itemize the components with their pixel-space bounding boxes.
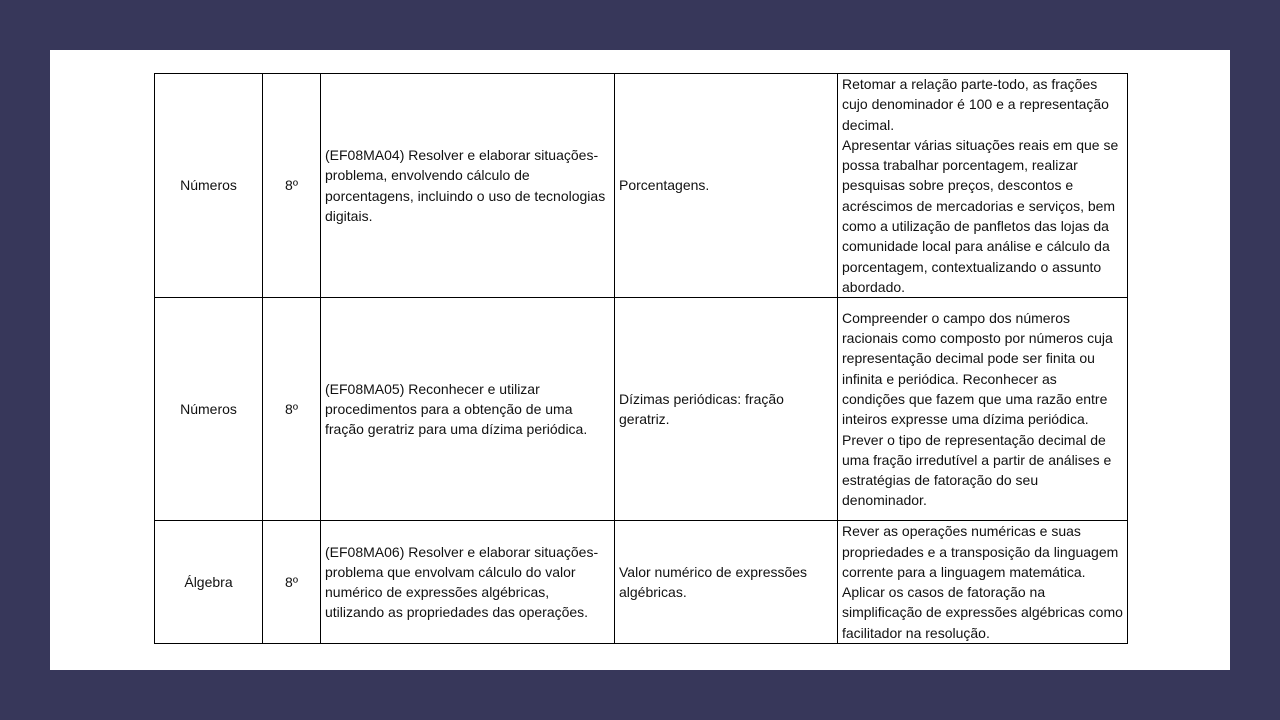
guidance-cell [838, 74, 1128, 298]
thematic-unit-cell: Números [155, 74, 263, 298]
table-row [155, 298, 1128, 521]
knowledge-object-cell: Porcentagens. [615, 74, 838, 298]
grade-cell: 8º [263, 74, 321, 298]
slide [50, 50, 1230, 670]
skill-cell: (EF08MA05) Reconhecer e utilizar procedimentos para a obtenção de uma fração geratriz para uma dízima periódica. [321, 298, 615, 521]
guidance-paragraph: Retomar a relação parte-todo, as frações cujo denominador é 100 e a representação decimal. [842, 76, 1109, 133]
thematic-unit-cell: Álgebra [155, 521, 263, 644]
knowledge-object-cell: Valor numérico de expressões algébricas. [615, 521, 838, 644]
curriculum-table [154, 73, 1128, 644]
grade-cell: 8º [263, 298, 321, 521]
guidance-paragraph: Rever as operações numéricas e suas propriedades e a transposição da linguagem corrente para a linguagem matemática. Aplicar os casos de fatoração na simplificação de expressões algébricas como facilitador na resolução. [842, 523, 1123, 641]
guidance-paragraph: Compreender o campo dos números racionais como composto por números cuja representação decimal pode ser finita ou infinita e periódica. Reconhecer as condições que fazem que uma razão entre inteiros expresse uma dízima periódica. [842, 309, 1113, 428]
knowledge-object-cell: Dízimas periódicas: fração geratriz. [615, 298, 838, 521]
table-row [155, 521, 1128, 644]
guidance-cell [838, 298, 1128, 521]
thematic-unit-cell: Números [155, 298, 263, 521]
guidance-paragraph: Apresentar várias situações reais em que se possa trabalhar porcentagem, realizar pesquisas sobre preços, descontos e acréscimos de mercadorias e serviços, bem como a utilização de panfletos das lojas da comunidade local para análise e cálculo da porcentagem, contextualizando o assunto abordado. [842, 136, 1119, 295]
guidance-paragraph: Prever o tipo de representação decimal de uma fração irredutível a partir de análises e estratégias de fatoração do seu denominador. [842, 431, 1112, 509]
guidance-cell [838, 521, 1128, 644]
grade-cell: 8º [263, 521, 321, 644]
skill-cell: (EF08MA04) Resolver e elaborar situações-problema, envolvendo cálculo de porcentagens, incluindo o uso de tecnologias digitais. [321, 74, 615, 298]
skill-cell: (EF08MA06) Resolver e elaborar situações-problema que envolvam cálculo do valor numérico de expressões algébricas, utilizando as propriedades das operações. [321, 521, 615, 644]
table-row [155, 74, 1128, 298]
